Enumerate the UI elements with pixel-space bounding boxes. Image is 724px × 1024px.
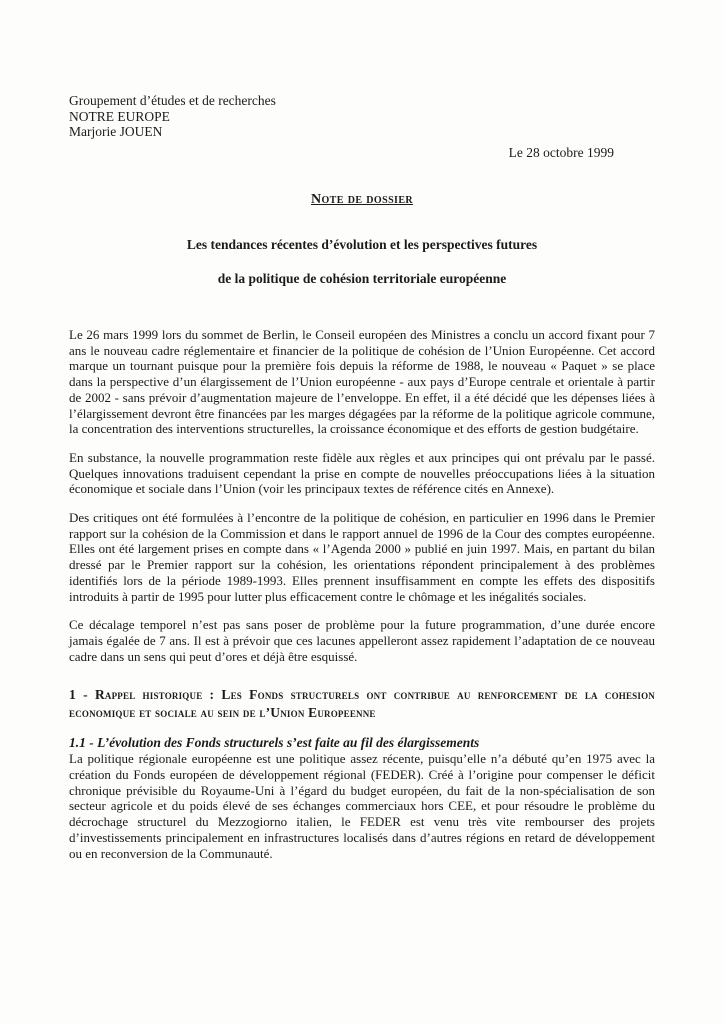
letterhead-org-name: NOTRE EUROPE: [69, 108, 170, 124]
section-1-heading: 1 - Rappel historique : Les Fonds structurels ont contribue au renforcement de la cohesion economique et sociale au sein de l’Union Europeenne: [69, 687, 655, 720]
letterhead-org-line: Groupement d’études et de recherches: [69, 93, 276, 108]
paragraph-intro-1: Le 26 mars 1999 lors du sommet de Berlin, le Conseil européen des Ministres a conclu un accord fixant pour 7 ans le nouveau cadre réglementaire et financier de la politique de cohésion de l’Union Européenne. Cet accord marque un tournant puisque pour la première fois depuis la réforme de 1988, le nouveau « Paquet » se place dans la perspective d’un élargissement de l’Union européenne - aux pays d’Europe centrale et orientale à partir de 2002 - sans prévoir d’augmentation majeure de l’enveloppe. En effet, il a été décidé que les dépenses liées à l’élargissement devront être financées par les marges dégagées par la réforme de la politique agricole commune, la concentration des interventions structurelles, la croissance économique et des efforts de gestion budgétaire.: [69, 327, 655, 437]
section-1-1-heading: 1.1 - L’évolution des Fonds structurels s’est faite au fil des élargissements: [69, 735, 480, 751]
letterhead: [69, 93, 655, 140]
paragraph-intro-2: En substance, la nouvelle programmation reste fidèle aux règles et aux principes qui ont prévalu par le passé. Quelques innovations traduisent cependant la prise en compte de nouvelles préoccupations liées à la situation économique et sociale dans l’Union (voir les principaux textes de référence cités en Annexe).: [69, 449, 655, 497]
paragraph-intro-4: Ce décalage temporel n’est pas sans poser de problème pour la future programmation, d’une durée encore jamais égalée de 7 ans. Il est à prévoir que ces lacunes appelleront assez rapidement l’adaptation de ce nouveau cadre dans un sens qui peut d’ores et déjà être esquissé.: [69, 617, 655, 664]
paragraph-intro-3: Des critiques ont été formulées à l’encontre de la politique de cohésion, en particulier en 1996 dans le Premier rapport sur la cohésion de la Commission et dans le rapport annuel de 1996 de la Cour des comptes européenne. Elles ont été largement prises en compte dans « l’Agenda 2000 » publié en juin 1997. Mais, en partant du bilan dressé par le Premier rapport sur la cohésion, les orientations répondent principalement à des problèmes identifiés lors de la période 1989-1993. Elles prennent insuffisamment en compte les effets des dispositifs introduits à partir de 1995 pour lutter plus efficacement contre le chômage et les inégalités sociales.: [69, 510, 655, 604]
document-date: Le 28 octobre 1999: [508, 144, 614, 160]
document-type-heading: Note de dossier: [310, 192, 414, 207]
letterhead-author: Marjorie JOUEN: [69, 124, 163, 139]
paragraph-section-1: La politique régionale européenne est une politique assez récente, puisqu’elle n’a débuté qu’en 1975 avec la création du Fonds européen de développement régional (FEDER). Créé à l’origine pour compenser le déficit chronique prévisible du Royaume-Uni à l’égard du budget européen, du fait de la non-spécialisation de son secteur agricole et du poids élevé de ses échanges commerciaux hors CEE, et pour résoudre le problème du décrochage structurel du Mezzogiorno italien, le FEDER est venu très vite rembourser des projets d’investissements principalement en infrastructures localisés dans d’autres régions en retard de développement ou en reconversion de la Communauté.: [69, 751, 655, 861]
document-title-line2: de la politique de cohésion territoriale européenne: [217, 271, 507, 286]
document-title-line1: Les tendances récentes d’évolution et les perspectives futures: [186, 237, 538, 252]
